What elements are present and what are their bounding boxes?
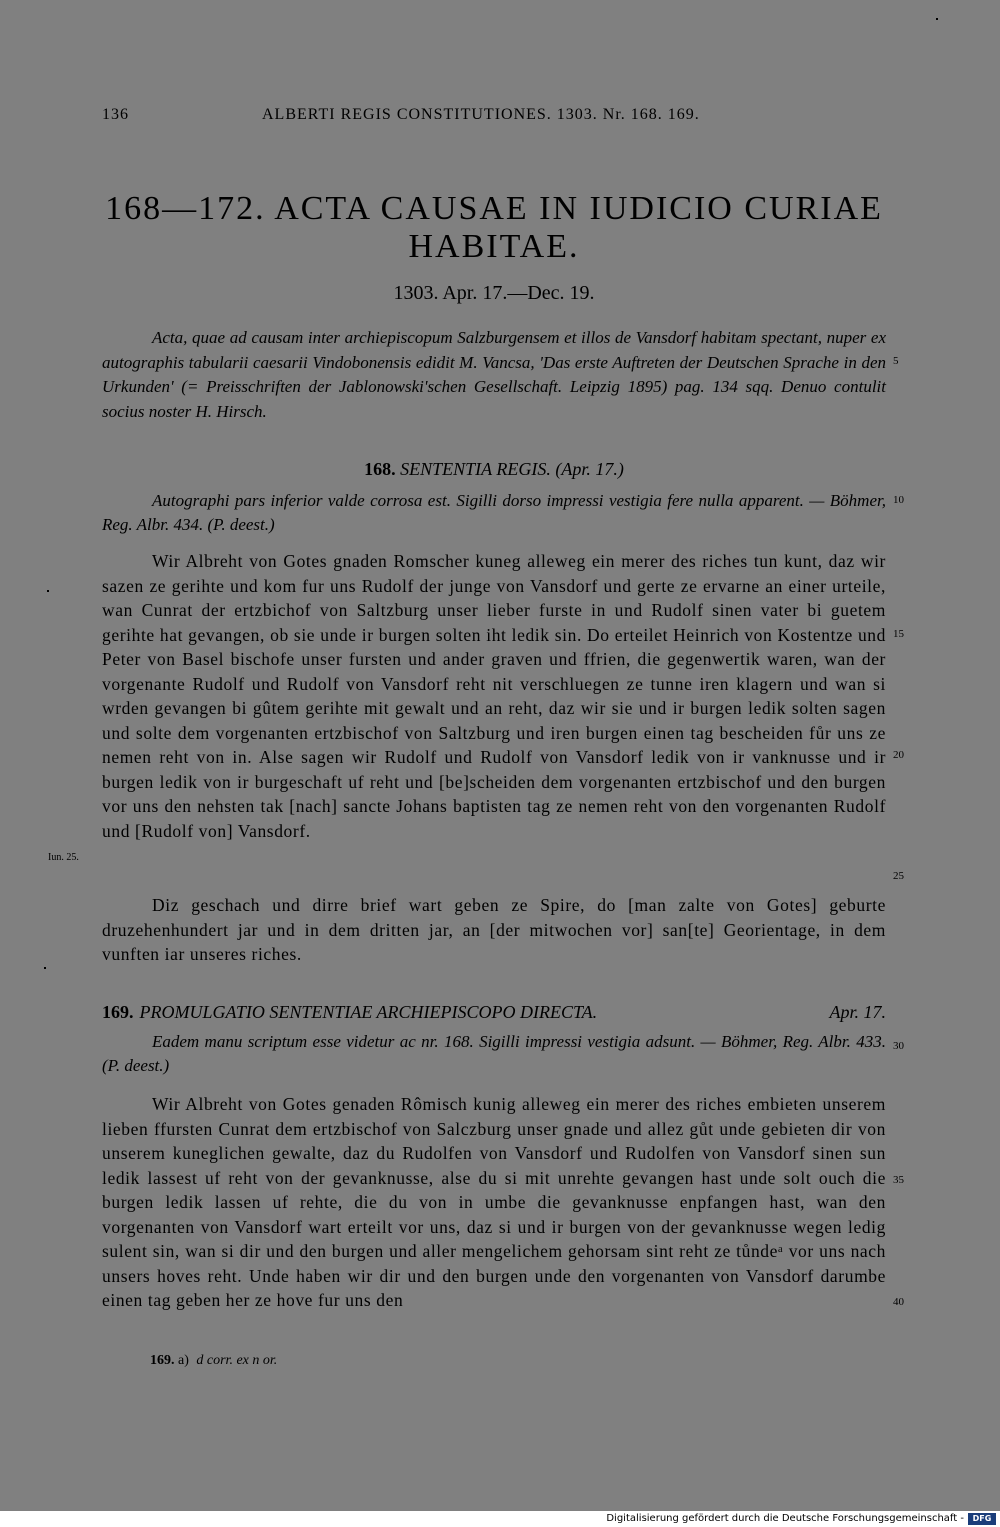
footnote-number: 169. [150, 1353, 175, 1368]
document-169-note: Eadem manu scriptum esse videtur ac nr. 168. Sigilli impressi vestigia adsunt. — Böhmer, Reg. Albr. 433. (P. deest.) [102, 1032, 886, 1075]
line-number: 5 [893, 355, 899, 367]
line-number: 20 [893, 749, 904, 761]
funding-footer [0, 1511, 1000, 1527]
footnote-text: d corr. ex n or. [196, 1353, 278, 1368]
line-number: 35 [893, 1174, 904, 1186]
scan-speck [47, 590, 49, 592]
document-169-title: PROMULGATIO SENTENTIAE ARCHIEPISCOPO DIRECTA. [139, 1002, 598, 1022]
document-169-heading [102, 1002, 886, 1023]
document-168-number: 168. [364, 459, 396, 479]
document-168-closing: Diz geschach und dirre brief wart geben ze Spire, do [man zalte von Gotes] geburte druzehenhundert jar und in dem dritten jar, an [der mitwochen vor] san[te] Georientage, in dem vunften iar unseres riches. [102, 895, 886, 964]
document-169-text: Wir Albreht von Gotes genaden Rômisch kunig alleweg ein merer des riches embieten unserem lieben ffursten Cunrat dem ertzbischof von Salczburg unser gnade und allez gůt unde gebieten dir von unserem kuneglichen gewalte, daz du Rudolfen von Vansdorf und Rudolfen von Vansdorf sinen sun ledik lassest uf reht von der gevanknusse, alse du si mit unrehte gevangen hast unde solt ouch die burgen ledik lassen uf rehte, die du von in umbe die gevanknusse enpfangen hast, wan den vorgenanten von Vansdorf wart erteilt vor uns, daz si und ir burgen von der gevanknusse wegen ledig sulent sin, wan si dir und den burgen und aller mengelichem gehorsam sint reht ze tůndeᵃ vor uns nach unsers hoves reht. Unde haben wir dir und den burgen unde den vorgenanten von Vansdorf darumbe einen tag geben her ze hove fur uns den [102, 1094, 886, 1310]
intro-paragraph: Acta, quae ad causam inter archiepiscopum Salzburgensem et illos de Vansdorf habitam spectant, nuper ex autographis tabularii caesarii Vindobonensis edidit M. Vancsa, 'Das erste Auftreten der Deutschen Sprache in den Urkunden' (= Preisschriften der Jablonowski'schen Gesellschaft. Leipzig 1895) pag. 134 sqq. Denuo contulit socius noster H. Hirsch. [102, 328, 886, 421]
section-title: 168—172. ACTA CAUSAE IN IUDICIO CURIAE HABITAE. [105, 190, 883, 265]
section-date: 1303. Apr. 17.—Dec. 19. [393, 282, 595, 304]
running-title: ALBERTI REGIS CONSTITUTIONES. 1303. Nr. 168. 169. [262, 106, 700, 123]
line-number: 10 [893, 494, 904, 506]
margin-note: Iun. 25. [48, 852, 79, 863]
line-number: 25 [893, 870, 904, 882]
document-168-title: SENTENTIA REGIS. (Apr. 17.) [400, 459, 624, 479]
footnote-marker: a) [178, 1353, 189, 1368]
line-number: 15 [893, 628, 904, 640]
document-168-heading [102, 459, 886, 480]
page-number: 136 [102, 106, 129, 123]
document-169-date: Apr. 17. [829, 1002, 886, 1022]
scan-speck [44, 967, 46, 969]
dfg-logo: DFG [968, 1513, 996, 1525]
line-number: 30 [893, 1040, 904, 1052]
document-169-number: 169. [102, 1002, 134, 1022]
funding-text: Digitalisierung gefördert durch die Deutsche Forschungsgemeinschaft - [606, 1513, 964, 1524]
document-168-text: Wir Albreht von Gotes gnaden Romscher kuneg alleweg ein merer des riches tun kunt, daz wir sazen ze gerihte und kom fur uns Rudolf der junge von Vansdorf und gerte ze ervarne an einer urteile, wan Cunrat der ertzbichof von Saltzburg unser lieber furste in und Rudolf sinen vater bi guetem gerihte hat gevangen, ob sie unde ir burgen solten iht ledik sin. Do erteilet Heinrich von Kostentze und Peter von Basel bischofe unser fursten und ander graven und ffrien, die gegenwertik waren, wan der vorgenante Rudolf und Rudolf von Vansdorf reht nit verschluegen ze tunne iren klagern und wan si wrden gevangen bi gûtem gerihte mit gewalt und an reht, daz wir sie und ir burgen ledik solten sagen und solte dem vorgenanten ertzbischof von Saltzburg und iren burgen einen tag bescheiden fůr uns ze nemen reht von in. Alse sagen wir Rudolf und Rudolf von Vansdorf ledik von ir vanknusse und ir burgen ledik von ir burgeschaft uf reht und [be]scheiden dem vorgenanten ertzbischof und den burgen vor uns den nehsten tak [nach] sancte Johans baptisten tag ze nemen reht von den vorgenanten Rudolf und [Rudolf von] Vansdorf. [102, 551, 886, 841]
line-number: 40 [893, 1296, 904, 1308]
document-168-note: Autographi pars inferior valde corrosa est. Sigilli dorso impressi vestigia fere nulla apparent. — Böhmer, Reg. Albr. 434. (P. deest.) [102, 491, 886, 534]
scan-speck [936, 18, 938, 20]
footnote [150, 1353, 277, 1369]
